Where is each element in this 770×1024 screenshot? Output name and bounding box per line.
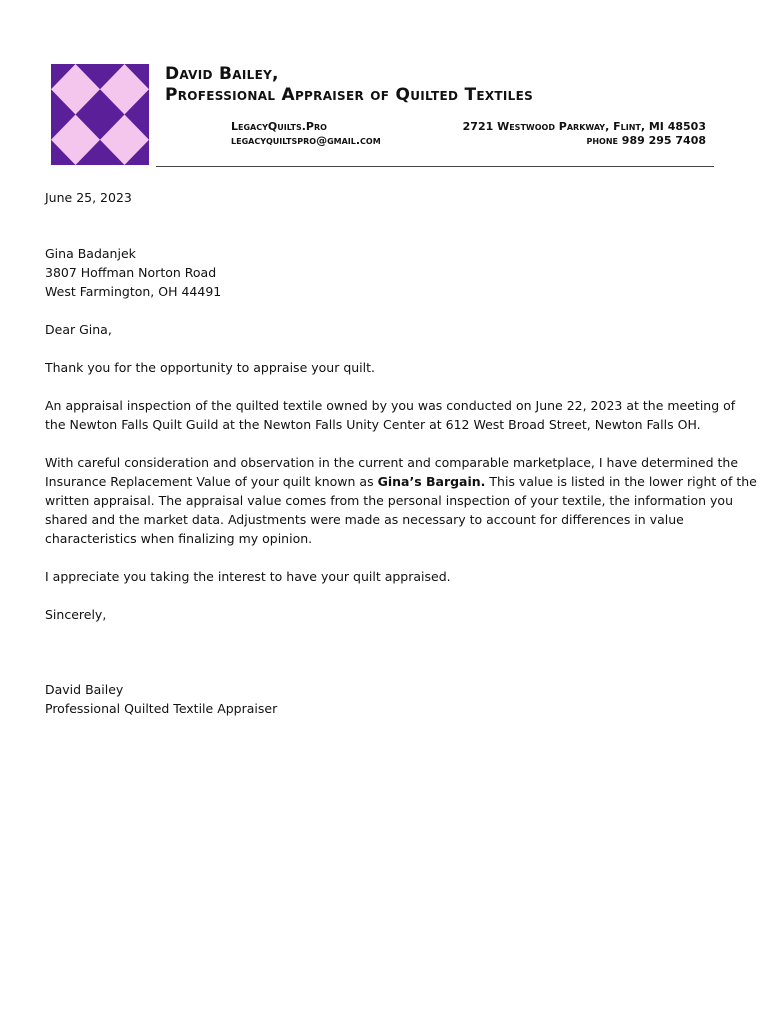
quilt-block-logo: [51, 64, 149, 165]
recipient-city: West Farmington, OH 44491: [45, 284, 222, 299]
business-address: 2721 Westwood Parkway, Flint, MI 48503: [462, 120, 706, 133]
paragraph-line: With careful consideration and observation in the current and comparable marketplace, I have determined the: [45, 455, 739, 470]
recipient-street: 3807 Hoffman Norton Road: [45, 265, 217, 280]
email-link[interactable]: legacyquiltspro@gmail.com: [231, 134, 381, 147]
line-text: Insurance Replacement Value of your quilt known as: [45, 474, 378, 489]
salutation: Dear Gina,: [45, 322, 112, 337]
letterhead-name: [165, 64, 533, 106]
signature-title: Professional Quilted Textile Appraiser: [45, 701, 278, 716]
paragraph-line: An appraisal inspection of the quilted textile owned by you was conducted on June 22, 2023 at the meeting of: [45, 398, 736, 413]
letterhead-contact-left: [231, 120, 381, 148]
letterhead-name-line: David Bailey,: [165, 64, 279, 84]
paragraph-inspection: [45, 396, 735, 434]
letter-date: June 25, 2023: [45, 190, 132, 205]
website-link[interactable]: LegacyQuilts.Pro: [231, 120, 327, 133]
quilt-pattern-graphic: [51, 64, 149, 165]
paragraph-appreciation: I appreciate you taking the interest to have your quilt appraised.: [45, 569, 451, 584]
paragraph-thanks: Thank you for the opportunity to appraise your quilt.: [45, 360, 375, 375]
phone-number: phone 989 295 7408: [586, 134, 706, 147]
signature-block: [45, 680, 735, 718]
recipient-name: Gina Badanjek: [45, 246, 136, 261]
paragraph-line: written appraisal. The appraisal value comes from the personal inspection of your textile, the information you: [45, 493, 734, 508]
letterhead-title-line: Professional Appraiser of Quilted Textiles: [165, 85, 534, 105]
signature-name: David Bailey: [45, 682, 124, 697]
recipient-address: [45, 244, 735, 301]
quilt-name: Gina’s Bargain.: [377, 474, 486, 489]
paragraph-line: the Newton Falls Quilt Guild at the Newton Falls Unity Center at 612 West Broad Street, Newton Falls OH.: [45, 417, 701, 432]
closing: Sincerely,: [45, 607, 107, 622]
letterhead-contact-right: [463, 120, 706, 148]
letterhead-divider: [156, 166, 714, 167]
line-text: This value is listed in the lower right of the: [485, 474, 757, 489]
paragraph-line: characteristics when finalizing my opinion.: [45, 531, 313, 546]
paragraph-valuation: [45, 453, 757, 548]
paragraph-line: [45, 472, 757, 491]
paragraph-line: shared and the market data. Adjustments were made as necessary to account for differences in value: [45, 512, 684, 527]
